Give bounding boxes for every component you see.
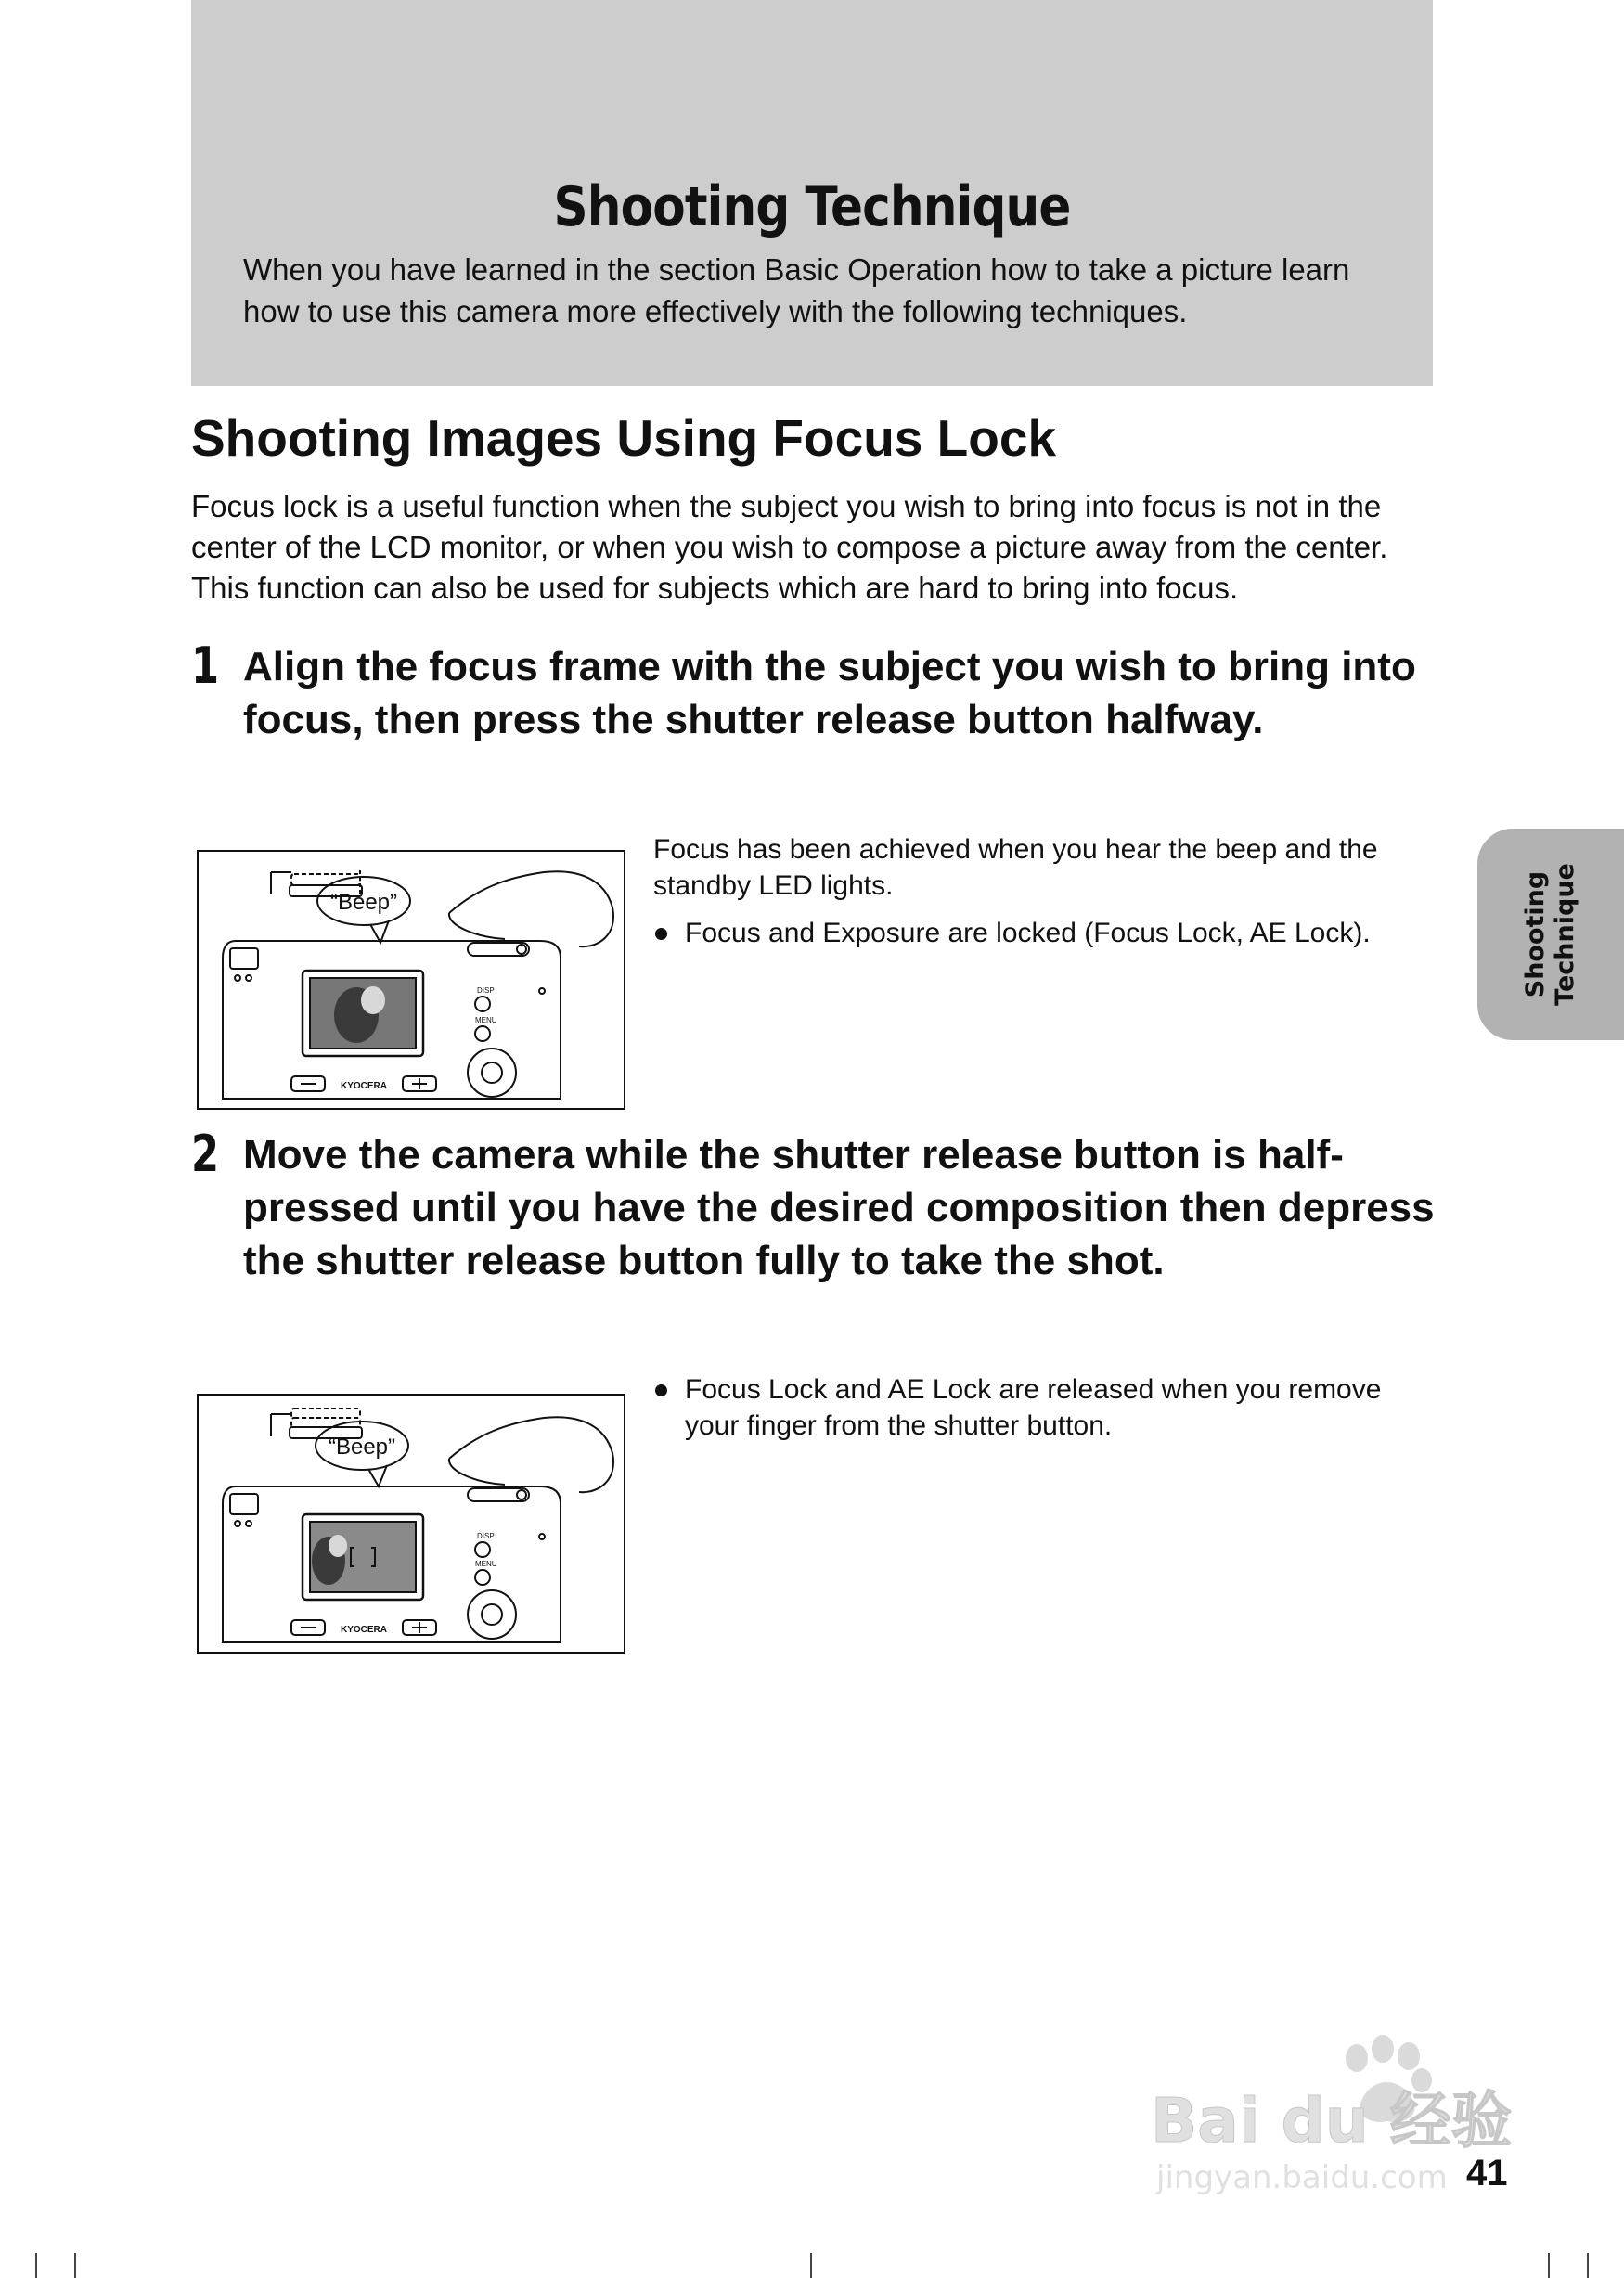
chapter-side-tab bbox=[1477, 829, 1624, 1040]
side-tab-label bbox=[1521, 863, 1580, 1006]
speech-bubble-text: “Beep” bbox=[328, 1435, 396, 1460]
crop-mark bbox=[74, 2253, 76, 2278]
camera-back-diagram bbox=[199, 852, 624, 1108]
step-1-caption bbox=[653, 831, 1396, 951]
step-2-number: 2 bbox=[191, 1125, 220, 1183]
camera-brand-label: KYOCERA bbox=[340, 1625, 388, 1635]
section-title: Shooting Images Using Focus Lock bbox=[191, 409, 1057, 467]
page-number: 41 bbox=[1466, 2153, 1508, 2194]
side-tab-line-2: Technique bbox=[1551, 863, 1579, 1006]
step-1-bullet: Focus and Exposure are locked (Focus Lock, AE Lock). bbox=[653, 915, 1396, 951]
step-1-camera-illustration bbox=[197, 850, 625, 1110]
step-1-text: Align the focus frame with the subject you wish to bring into focus, then press the shutter release button halfway. bbox=[243, 644, 1416, 742]
crop-mark bbox=[1548, 2253, 1550, 2278]
step-2-camera-illustration bbox=[197, 1394, 625, 1654]
step-1-number: 1 bbox=[191, 637, 220, 695]
disp-label: DISP bbox=[477, 1532, 495, 1540]
step-2-caption bbox=[653, 1360, 1396, 1444]
chapter-title: Shooting Technique bbox=[553, 174, 1071, 239]
crop-mark bbox=[35, 2253, 37, 2278]
disp-label: DISP bbox=[477, 986, 495, 995]
step-2-text: Move the camera while the shutter release button is half-pressed until you have the desired composition then depress the shutter release button fully to take the shot. bbox=[243, 1132, 1435, 1283]
step-2-bullet: Focus Lock and AE Lock are released when you remove your finger from the shutter button. bbox=[653, 1371, 1396, 1444]
camera-back-diagram bbox=[199, 1396, 624, 1652]
watermark-logo-text: Bai du 经验 bbox=[1151, 2085, 1513, 2156]
camera-brand-label: KYOCERA bbox=[340, 1081, 388, 1091]
chapter-intro: When you have learned in the section Basic Operation how to take a picture learn how to use this camera more effectively with the following techniques. bbox=[243, 252, 1350, 328]
watermark-url: jingyan.baidu.com bbox=[1156, 2159, 1448, 2196]
section-body: Focus lock is a useful function when the subject you wish to bring into focus is not in the center of the LCD monitor, or when you wish to compose a picture away from the center. This function can also be used for subjects which are hard to bring into focus. bbox=[191, 489, 1388, 605]
speech-bubble-text: “Beep” bbox=[329, 890, 398, 915]
chapter-header bbox=[191, 0, 1433, 386]
crop-mark bbox=[810, 2253, 812, 2278]
menu-label: MENU bbox=[475, 1560, 497, 1568]
side-tab-line-1: Shooting bbox=[1521, 870, 1550, 998]
crop-mark bbox=[1587, 2253, 1589, 2278]
step-1-caption-text: Focus has been achieved when you hear the beep and the standby LED lights. bbox=[653, 834, 1378, 901]
menu-label: MENU bbox=[475, 1016, 497, 1024]
